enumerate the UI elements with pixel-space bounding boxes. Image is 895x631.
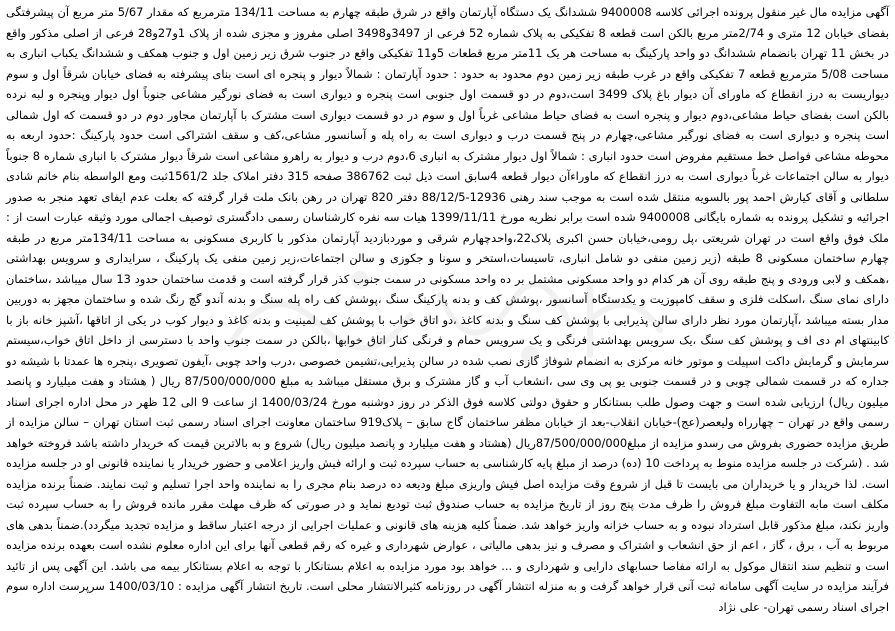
auction-notice-body: آگهی مزایده مال غیر منقول پرونده اجرائی کلاسه 9400008 ششدانگ یک دستگاه آپارتمان واقع در شرق طبقه چهارم به مساحت 134/11 مترمربع که مقدار 5/67 متر مربع آن پیشرفتگی بفضای خیابان 12 متری و 2/74متر مربع بالکن است قطعه 8 تفکیکی به پلاک شماره 52 فرعی از 3497و3498 اصلی مفروز و مجزی شده از پلاک 1و27و28 فرعی از اصلی مذکور واقع در بخش 11 تهران بانضمام ششدانگ دو واحد پارکینگ به مساحت هر یک 11متر مربع قطعات 5و11 تفکیکی واقع در جنوب شرق زیر زمین اول و جنوب همکف و ششدانگ یکباب انباری به مساحت 5/08 مترمربع قطعه 7 تفکیکی واقع در غرب طبقه زیر زمین دوم محدود به حدود : حدود آپارتمان : شمالاً دیوار و پنجره ای است بنای پیشرفته به فضای خیابان شرقاً اول و سوم دیواریست به درز انقطاع که ماورای آن دیوار باغ پلاک 3499 است،دوم در دو قسمت اول جنوبی است پنجره و دیواری است به فضای نورگیر مشاعی جنوباً اول دیوار وپنجره و لبه نرده بالکن است بفضای حیاط مشاعی،دوم دیوار و پنجره است به فضای حیاط مشاعی غرباً اول و سوم در دو قسمت دیواری است مشترک با آپارتمان مجاور دوم در دو قسمت که اول شمالی است پنجره و دیواری است به فضای نورگیر مشاعی،چهارم در پنج قسمت درب و دیواری است به راه پله و آسانسور مشاعی،کف و سقف اشتراکی است حدود پارکینگ :حدود اربعه به محوطه مشاعی فواصل خط مستقیم مفروض است حدود انباری : شمالاً اول دیوار مشترک به انباری 6،دوم درب و دیوار به راهرو مشاعی است شرقاً دیوار مشترک با انباری شماره 8 جنوباً دیوار به سالن اجتماعات غرباً دیواری است به درز انقطاع که ماوراءآن دیوار قطعه 4سابق است ذیل ثبت 386762 صفحه 315 دفتر املاک جلد 1561/2ثبت ومع الواسطه بنام خانم شادی سلطانی و آقای کیارش احمد پور بالسویه منتقل شده است به موجب سند رهنی 12936-88/12/5 دفتر 820 تهران در رهن بانک ملت قرار گرفته که بعلت عدم ایفای تعهد منجر به صدور اجرائیه و تشکیل پرونده به شماره بایگانی 9400008 شده است برابر نظریه مورخ 1399/11/11 هیات سه نفره کارشناسان رسمی دادگستری توصیف اجمالی مورد وثیقه عبارت است از : ملک فوق واقع است در تهران شریعتی ،پل رومی،خیابان حسن اکبری پلاک22،واحدچهارم شرقی و موردبازدید آپارتمان مذکور با کاربری مسکونی به مساحت 134/11متر مربع در طبقه چهارم ساختمان مسکونی 8 طبقه (زیر زمین منفی دو شامل انباری، تاسیسات،استخر و سونا و جکوزی و سالن اجتماعات،زیر زمین منفی یک پارکینگ ، سرایداری و سرویس بهداشتی ،همکف و لابی ورودی و پنج طبقه روی آن هر کدام دو واحد مسکونی مشتمل بر ده واحد مسکونی در سمت جنوب کذر قرار گرفته است و قدمت ساختمان حدود 13 سال میباشد ،ساختمان دارای نمای سنگ ،اسکلت فلزی و سقف کامپوزیت و یکدستگاه آسانسور ،پوشش کف و بدنه پارکینگ سنگ ،پوشش کف راه پله سنگ و بدنه آندو گچ رنگ شده و ساختمان مجهز به دوربین مدار بسته میباشد ،آپارتمان مورد نظر دارای سالن پذیرایی با پوشش کف سنگ و بدنه کاغذ ،دو اتاق خواب با پوشش کف لمینیت و بدنه کاغذ و دیوار کوب در یکی از اتاقها ،آشپز خانه باز با کابینتهای ام دی اف و پوشش کف سنگ ،یک سرویس بهداشتی فرنگی و یک سرویس حمام و فرنگی کنار اتاق خوابها ،بالکن در سمت جنوب واحد با دسترسی از داخل اتاق خواب،سیستم سرمایش و گرمایش داکت اسپیلت و موتور خانه مرکزی به انضمام شوفاژ گازی نصب شده در سالن پذیرایی،تشیمن خصوصی ،درب واحد چوبی ،آیفون تصویری ،پنجره ها عمدتا با شیشه دو جداره که در قسمت شمالی چوبی و در قسمت جنوبی یو پی وی سی ،انشعاب آب و گاز مشترک و برق مستقل میباشد به مبلغ 87/500/000/000 ریال ( هشتاد و هفت میلیارد و پانصد میلیون ریال) ارزیابی شده است و جهت وصول طلب بستانکار و حقوق دولتی کلاسه فوق الذکر در روز دوشنبه مورخ 1400/03/24 از ساعت 9 الی 12 ظهر در محل اداره اجرای اسناد رسمی واقع در تهران – چهارراه ولیعصر(عج)-خیابان انقلاب-بعد از خیابان مظفر ساختمان گاج سابق – پلاک919 ساختمان معاونت اجرای اسناد رسمی ثبت استان تهران – سالن مزایده از طریق مزایده حضوری بفروش می رسدو مزایده از مبلغ87/500/000/000ریال (هشتاد و هفت میلیارد و پانصد میلیون ریال) شروع و به بالاترین قیمت که خریدار داشته باشد فروخته خواهد شد . (شرکت در جلسه مزایده منوط به پرداخت 10 (ده) درصد از مبلغ پایه کارشناسی به حساب سپرده ثبت و ارائه فیش واریز اعلامی و حضور خریدار یا نماینده قانونی او در جلسه مزایده است. لذا خریدار و یا خریداران می بایست تا قبل از شروع وقت مزایده اصل فیش واریزی مبلغ ودیعه ده درصد بنام مجری را به نماینده واحد اجرا تسلیم و ثبت نمایند. ضمناً برنده مزایده مکلف است مابه التفاوت مبلغ فروش را ظرف مدت پنج روز از تاریخ مزایده به حساب صندوق ثبت تودیع نماید و در صورتی که ظرف مهلت مقرر مانده فروش را به حساب سپرده ثبت واریز نکند، مبلغ مذکور قابل استرداد نبوده و به حساب خزانه واریز خواهد شد. ضمناً کلیه هزینه های قانونی و عملیات اجرایی از درجه اعتبار ساقط و مزایده تجدید میگردد).ضمناً بدهی های مربوط به آب ، برق ، گاز ، اعم از حق انشعاب و اشتراک و مصرف و نیز بدهی مالیاتی ، عوارض شهرداری و غیره که رقم قطعی آنها برای این اداره معلوم نشده است بعهده برنده مزایده است و تنظیم سند انتقال موکول به ارائه مفاصا حسابهای دارایی و شهرداری و ... خواهد بود مورد مزایده به اعلام بستانکار با توجه به اعلام بستانکار بیمه می باشد. این آگهی پس از تائید فرآیند مزایده در سایت آگهی سامانه ثبت آنی قرار خواهد گرفت و به منزله انتشار آگهی در روزنامه کثیرالانتشار محلی است. تاریخ انتشار آگهی مزایده : 1400/03/10 سرپرست اداره سوم اجرای اسناد رسمی تهران- علی نژاد bbox=[6, 5, 890, 614]
